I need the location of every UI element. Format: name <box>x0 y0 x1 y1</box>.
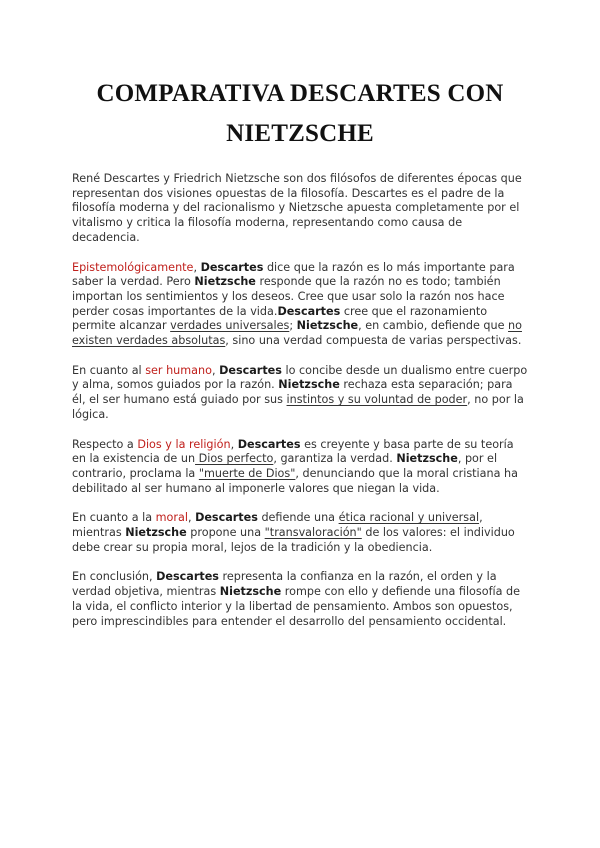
underlined-phrase: "transvaloración" <box>264 526 362 540</box>
text: responde que la razón no es todo; también importan los sentimientos y los deseos. Cree que usar solo la razón nos hace perder cosas importantes de la vida. <box>72 275 505 318</box>
text: cree que el razonamiento permite alcanzar <box>72 304 488 333</box>
text: , <box>193 260 201 274</box>
text: rompe con ello y defiende una filosofía de la vida, el conflicto interior y la libertad de pensamiento. Ambos son opuestos, pero imprescindibles para entender el desarrollo del pensamiento occidental. <box>72 585 521 628</box>
text: , <box>211 363 220 377</box>
religion-paragraph <box>72 438 528 497</box>
text: defiende una <box>257 511 339 525</box>
underlined-phrase: verdades universales <box>170 319 290 333</box>
name-descartes: Descartes <box>156 570 219 584</box>
text: de los valores: el individuo debe crear su propia moral, lejos de la tradición y la obediencia. <box>72 526 515 554</box>
text: propone una <box>186 526 265 540</box>
text: rechaza esta separación; para él, el ser humano está guiado por sus <box>72 378 513 407</box>
name-descartes: Descartes <box>195 511 258 525</box>
text: lo concibe desde un dualismo entre cuerpo y alma, somos guiados por la razón. <box>72 363 528 392</box>
text: es creyente y basa parte de su teoría en la existencia de un <box>72 437 514 466</box>
intro-paragraph <box>72 172 528 246</box>
document-title <box>72 0 528 154</box>
text: representa la confianza en la razón, el orden y la verdad objetiva, mientras <box>72 570 497 599</box>
text: En cuanto al <box>72 363 146 377</box>
text: , mientras <box>72 511 483 540</box>
name-nietzsche: Nietzsche <box>396 452 458 466</box>
human-paragraph <box>72 364 528 423</box>
text: En cuanto a la <box>72 511 156 525</box>
name-descartes: Descartes <box>200 260 264 274</box>
underlined-phrase: instintos y su voluntad de poder <box>286 393 468 407</box>
name-descartes: Descartes <box>277 304 341 318</box>
title-line-2: NIETZSCHE <box>226 120 374 147</box>
underlined-phrase: ética racional y universal <box>338 511 480 525</box>
name-nietzsche: Nietzsche <box>125 526 187 540</box>
text: , <box>187 511 196 525</box>
text: Respecto a <box>72 437 138 451</box>
text: , <box>230 437 238 451</box>
text: En conclusión, <box>72 570 157 584</box>
underlined-phrase: no existen verdades absolutas <box>72 319 522 348</box>
name-descartes: Descartes <box>219 363 282 377</box>
text: ; <box>289 319 297 333</box>
name-nietzsche: Nietzsche <box>194 275 256 289</box>
intro-text: René Descartes y Friedrich Nietzsche son dos filósofos de diferentes épocas que representan dos visiones opuestas de la filosofía. Descartes es el padre de la filosofía moderna y del racionalismo y Nietzsche apuesta completamente por el vitalismo y critica la filosofía moderna, representando como causa de decadencia. <box>72 172 522 244</box>
moral-paragraph <box>72 511 528 555</box>
conclusion-paragraph <box>72 570 528 629</box>
title-line-1: COMPARATIVA DESCARTES CON <box>96 80 504 107</box>
name-nietzsche: Nietzsche <box>296 319 359 333</box>
epistemology-paragraph <box>72 261 528 349</box>
text: , en cambio, defiende que <box>358 319 509 333</box>
topic-epistemology: Epistemológicamente <box>72 260 194 274</box>
text: , sino una verdad compuesta de varias perspectivas. <box>225 334 522 348</box>
text: , denunciando que la moral cristiana ha debilitado al ser humano al imponerle valores que niegan la vida. <box>72 466 518 495</box>
text: dice que la razón es lo más importante para saber la verdad. Pero <box>72 260 515 289</box>
text: , por el contrario, proclama la <box>72 452 498 480</box>
underlined-phrase: Dios perfecto <box>195 452 274 466</box>
topic-religion: Dios y la religión <box>137 437 231 451</box>
topic-moral: moral <box>155 511 188 525</box>
name-nietzsche: Nietzsche <box>219 585 282 599</box>
text: , garantiza la verdad. <box>273 452 397 466</box>
topic-human: ser humano <box>145 363 212 377</box>
underlined-phrase: "muerte de Dios" <box>198 466 296 480</box>
name-nietzsche: Nietzsche <box>278 378 340 392</box>
text: , no por la lógica. <box>72 393 524 421</box>
name-descartes: Descartes <box>237 437 301 451</box>
